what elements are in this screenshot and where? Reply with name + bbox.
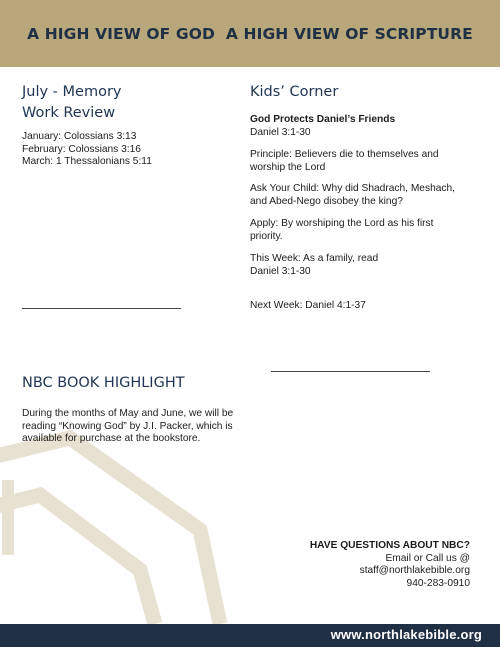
memory-divider: [22, 308, 181, 309]
page-title: A HIGH VIEW OF GOD A HIGH VIEW OF SCRIPTURE: [27, 24, 473, 43]
memory-list: [22, 131, 222, 169]
kids-next-week: Next Week: Daniel 4:1-37: [250, 300, 366, 311]
memory-item: March: 1 Thessalonians 5:11: [22, 156, 152, 167]
kids-lesson-title: God Protects Daniel’s Friends: [250, 114, 396, 125]
contact-line: Email or Call us @: [385, 552, 470, 564]
footer-band: [0, 624, 500, 647]
kids-this-week-line1: This Week: As a family, read: [250, 253, 379, 264]
decorative-logo-shape: [0, 420, 260, 624]
kids-apply: Apply: By worshiping the Lord as his first priority.: [250, 218, 434, 242]
contact-block: [310, 540, 470, 590]
kids-ask: Ask Your Child: Why did Shadrach, Meshach, and Abed-Nego disobey the king?: [250, 183, 455, 207]
kids-lesson: [250, 114, 465, 139]
header-band: [0, 0, 500, 67]
memory-heading: [22, 82, 122, 124]
kids-heading: Kids’ Corner: [250, 84, 339, 100]
kids-this-week: [250, 253, 465, 278]
book-text: During the months of May and June, we will be reading “Knowing God” by J.I. Packer, which is available for purchase at the bookstore.: [22, 408, 234, 444]
memory-heading-line2: Work Review: [22, 105, 116, 121]
website-link[interactable]: www.northlakebible.org: [330, 627, 482, 642]
book-heading: NBC BOOK HIGHLIGHT: [22, 375, 185, 391]
memory-item: February: Colossians 3:16: [22, 143, 141, 155]
memory-heading-line1: July - Memory: [22, 84, 122, 100]
kids-divider: [271, 371, 430, 372]
contact-title: HAVE QUESTIONS ABOUT NBC?: [309, 540, 470, 551]
kids-principle: Principle: Believers die to themselves and worship the Lord: [250, 149, 439, 173]
memory-item: January: Colossians 3:13: [22, 131, 137, 142]
kids-this-week-line2: Daniel 3:1-30: [250, 265, 311, 277]
contact-phone[interactable]: 940-283-0910: [406, 577, 470, 589]
contact-email[interactable]: staff@northlakebible.org: [359, 565, 470, 576]
kids-lesson-ref: Daniel 3:1-30: [250, 126, 311, 138]
